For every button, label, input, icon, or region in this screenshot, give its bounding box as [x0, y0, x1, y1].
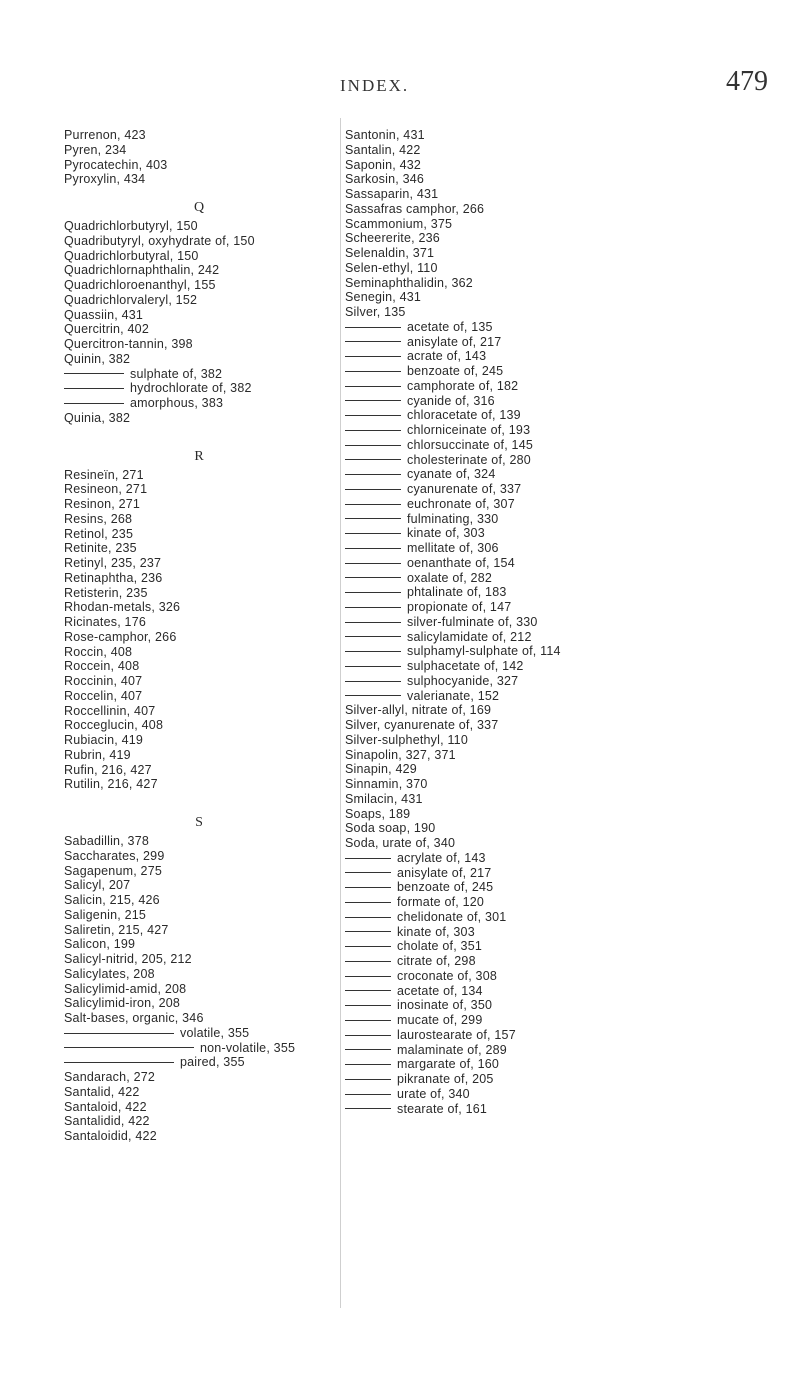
index-subentry [345, 379, 765, 394]
section-letter: S [195, 815, 203, 830]
subentry-text: hydrochlorate of, 382 [130, 381, 252, 396]
index-entry: Santalin, 422 [345, 142, 421, 157]
index-subentry [345, 954, 765, 969]
index-entry: Quadrichlornaphthalin, 242 [64, 263, 220, 278]
index-entry: Retinyl, 235, 237 [64, 556, 162, 570]
subentry-text: phtalinate of, 183 [407, 585, 507, 600]
index-entry: Soaps, 189 [345, 806, 411, 821]
index-subentry [64, 1041, 334, 1056]
subentry-text: non-volatile, 355 [200, 1040, 296, 1055]
ditto-dash [345, 976, 391, 977]
ditto-dash [345, 990, 391, 991]
index-entry: Saponin, 432 [345, 157, 422, 172]
subentry-text: camphorate of, 182 [407, 378, 519, 393]
subentry-text: mucate of, 299 [397, 1013, 483, 1027]
index-entry: Pyroxylin, 434 [64, 172, 146, 187]
index-entry: Rutilin, 216, 427 [64, 777, 158, 792]
index-subentry [345, 482, 765, 497]
subentry-text: pikranate of, 205 [397, 1072, 494, 1086]
index-entry: Purrenon, 423 [64, 128, 146, 142]
index-subentry [345, 1028, 765, 1043]
ditto-dash [345, 341, 401, 342]
subentry-text: sulphacetate of, 142 [407, 659, 524, 673]
index-entry: Retinol, 235 [64, 526, 134, 541]
index-entry: Rubiacin, 419 [64, 733, 144, 747]
subentry-text: acetate of, 135 [407, 319, 493, 334]
ditto-dash [345, 415, 401, 416]
index-subentry [345, 438, 765, 453]
index-entry: Sagapenum, 275 [64, 863, 163, 878]
index-entry: Selen-ethyl, 110 [345, 260, 438, 275]
index-entry: Sabadillin, 378 [64, 834, 150, 848]
ditto-dash [345, 356, 401, 357]
index-subentry [345, 423, 765, 438]
index-subentry [64, 396, 334, 411]
index-subentry [345, 630, 765, 645]
index-entry: Resineon, 271 [64, 482, 148, 497]
left-column [64, 128, 334, 1144]
index-subentry [345, 895, 765, 910]
ditto-dash [345, 1094, 391, 1095]
index-entry: Retisterin, 235 [64, 585, 148, 600]
ditto-dash [345, 681, 401, 682]
section-letter: R [194, 448, 204, 464]
index-subentry [345, 615, 765, 630]
subentry-text: stearate of, 161 [397, 1101, 488, 1116]
ditto-dash [345, 695, 401, 696]
subentry-text: margarate of, 160 [397, 1057, 500, 1072]
page-header [0, 62, 800, 102]
index-entry: Rubrin, 419 [64, 747, 131, 762]
index-entry: Santaloid, 422 [64, 1099, 147, 1114]
index-subentry [345, 1102, 765, 1117]
index-entry: Santalid, 422 [64, 1084, 140, 1099]
index-entry: Roccinin, 407 [64, 674, 143, 688]
subentry-text: anisylate of, 217 [407, 334, 502, 349]
ditto-dash [345, 504, 401, 505]
index-subentry [345, 984, 765, 999]
subentry-text: chloracetate of, 139 [407, 408, 521, 423]
ditto-dash [345, 1005, 391, 1006]
ditto-dash [345, 400, 401, 401]
index-entry: Santonin, 431 [345, 128, 425, 142]
index-entry: Salicyl, 207 [64, 878, 131, 893]
index-entry: Pyren, 234 [64, 142, 127, 157]
index-subentry [345, 910, 765, 925]
ditto-dash [345, 946, 391, 947]
index-subentry [345, 512, 765, 527]
index-entry: Saliretin, 215, 427 [64, 922, 169, 937]
ditto-dash [345, 961, 391, 962]
index-entry: Senegin, 431 [345, 290, 422, 305]
ditto-dash [345, 445, 401, 446]
index-entry: Quassiin, 431 [64, 307, 144, 322]
index-entry: Rufin, 216, 427 [64, 762, 152, 777]
index-subentry [345, 925, 765, 940]
ditto-dash [345, 917, 391, 918]
subentry-text: cyanate of, 324 [407, 467, 496, 482]
index-entry: Silver, cyanurenate of, 337 [345, 718, 499, 732]
ditto-dash [345, 1108, 391, 1109]
index-subentry [64, 381, 334, 396]
index-entry: Quadributyryl, oxyhydrate of, 150 [64, 233, 255, 248]
index-subentry [345, 453, 765, 468]
subentry-text: kinate of, 303 [397, 924, 475, 939]
ditto-dash [345, 577, 401, 578]
index-entry: Rose-camphor, 266 [64, 629, 177, 644]
ditto-dash [345, 872, 391, 873]
index-entry: Scheererite, 236 [345, 231, 440, 246]
ditto-dash [345, 489, 401, 490]
index-subentry [345, 349, 765, 364]
subentry-text: chelidonate of, 301 [397, 909, 507, 924]
subentry-text: kinate of, 303 [407, 526, 485, 541]
index-subentry [345, 674, 765, 689]
index-entry: Salicon, 199 [64, 937, 136, 952]
ditto-dash [345, 636, 401, 637]
subentry-text: malaminate of, 289 [397, 1042, 507, 1057]
ditto-dash [345, 533, 401, 534]
index-entry: Quinin, 382 [64, 351, 131, 366]
index-subentry [345, 364, 765, 379]
index-subentry [345, 1087, 765, 1102]
index-entry: Sassafras camphor, 266 [345, 201, 485, 216]
section-letter: Q [193, 200, 205, 215]
subentry-text: propionate of, 147 [407, 600, 512, 614]
ditto-dash [345, 563, 401, 564]
index-entry: Resinon, 271 [64, 497, 141, 511]
index-subentry [345, 408, 765, 423]
subentry-text: oenanthate of, 154 [407, 555, 515, 570]
index-entry: Resins, 268 [64, 511, 133, 526]
ditto-dash [345, 607, 401, 608]
subentry-text: acrylate of, 143 [397, 850, 486, 865]
index-entry: Salicylates, 208 [64, 966, 155, 981]
ditto-dash [345, 931, 391, 932]
right-column [345, 128, 765, 1116]
index-subentry [345, 526, 765, 541]
ditto-dash [345, 327, 401, 328]
index-subentry [345, 866, 765, 881]
index-entry: Salicin, 215, 426 [64, 893, 160, 907]
subentry-text: benzoate of, 245 [407, 364, 504, 378]
subentry-text: anisylate of, 217 [397, 865, 492, 880]
subentry-text: paired, 355 [180, 1055, 245, 1070]
index-entry: Quadrichlorbutyryl, 150 [64, 219, 198, 233]
index-subentry [345, 689, 765, 704]
index-subentry [345, 1043, 765, 1058]
running-title: INDEX. [340, 76, 410, 95]
column-divider [340, 118, 341, 1308]
subentry-text: chlorniceinate of, 193 [407, 423, 531, 437]
index-entry: Pyrocatechin, 403 [64, 157, 168, 172]
ditto-dash [345, 887, 391, 888]
ditto-dash [345, 1064, 391, 1065]
ditto-dash [64, 1062, 174, 1063]
index-entry: Sarkosin, 346 [345, 172, 425, 187]
subentry-text: sulphate of, 382 [130, 366, 223, 381]
index-entry: Quercitron-tannin, 398 [64, 337, 193, 351]
subentry-text: cyanide of, 316 [407, 393, 495, 408]
index-entry: Roccelin, 407 [64, 688, 143, 703]
index-entry: Quinia, 382 [64, 410, 131, 425]
index-entry: Soda soap, 190 [345, 821, 436, 836]
ditto-dash [345, 459, 401, 460]
subentry-text: cyanurenate of, 337 [407, 482, 522, 496]
index-entry: Salt-bases, organic, 346 [64, 1011, 204, 1025]
ditto-dash [345, 1020, 391, 1021]
index-subentry [345, 1057, 765, 1072]
index-entry: Salicylimid-amid, 208 [64, 981, 187, 996]
ditto-dash [345, 371, 401, 372]
subentry-text: mellitate of, 306 [407, 541, 499, 555]
ditto-dash [345, 651, 401, 652]
ditto-dash [345, 518, 401, 519]
index-subentry [345, 497, 765, 512]
index-entry: Scammonium, 375 [345, 216, 453, 231]
index-subentry [345, 659, 765, 674]
index-subentry [345, 600, 765, 615]
subentry-text: sulphocyanide, 327 [407, 673, 519, 688]
index-subentry [345, 556, 765, 571]
subentry-text: sulphamyl-sulphate of, 114 [407, 644, 561, 659]
index-entry: Salicyl-nitrid, 205, 212 [64, 952, 192, 966]
index-entry: Selenaldin, 371 [345, 246, 435, 260]
ditto-dash [345, 1049, 391, 1050]
ditto-dash [345, 858, 391, 859]
index-entry: Quercitrin, 402 [64, 322, 149, 337]
index-subentry [345, 585, 765, 600]
subentry-text: amorphous, 383 [130, 396, 224, 410]
index-entry: Sandarach, 272 [64, 1070, 156, 1084]
index-entry: Santaloidid, 422 [64, 1129, 157, 1143]
index-subentry [345, 1013, 765, 1028]
index-subentry [345, 467, 765, 482]
index-subentry [345, 1072, 765, 1087]
index-entry: Silver-allyl, nitrate of, 169 [345, 703, 492, 718]
subentry-text: cholesterinate of, 280 [407, 452, 531, 467]
index-entry: Quadrichlorbutyral, 150 [64, 248, 199, 263]
subentry-text: euchronate of, 307 [407, 496, 515, 511]
index-entry: Silver-sulphethyl, 110 [345, 732, 468, 747]
subentry-text: volatile, 355 [180, 1025, 250, 1040]
page-number: 479 [726, 66, 768, 97]
index-entry: Sinnamin, 370 [345, 777, 428, 791]
subentry-text: valerianate, 152 [407, 688, 500, 703]
ditto-dash [345, 622, 401, 623]
index-entry: Seminaphthalidin, 362 [345, 275, 473, 290]
subentry-text: laurostearate of, 157 [397, 1027, 516, 1042]
subentry-text: salicylamidate of, 212 [407, 629, 532, 644]
index-entry: Roccellinin, 407 [64, 703, 156, 718]
index-entry: Rocceglucin, 408 [64, 718, 164, 733]
ditto-dash [345, 592, 401, 593]
subentry-text: urate of, 340 [397, 1086, 470, 1101]
index-entry: Saccharates, 299 [64, 848, 165, 863]
index-subentry [345, 969, 765, 984]
subentry-text: citrate of, 298 [397, 954, 476, 968]
index-entry: Retinite, 235 [64, 541, 137, 556]
ditto-dash [345, 386, 401, 387]
subentry-text: acrate of, 143 [407, 349, 487, 364]
ditto-dash [64, 388, 124, 389]
index-entry: Sinapin, 429 [345, 762, 417, 777]
index-subentry [64, 367, 334, 382]
index-entry: Smilacin, 431 [345, 791, 423, 806]
index-entry: Salicylimid-iron, 208 [64, 996, 181, 1011]
index-entry: Retinaphtha, 236 [64, 570, 163, 585]
index-entry: Roccin, 408 [64, 644, 133, 659]
ditto-dash [64, 403, 124, 404]
index-entry: Quadrichloroenanthyl, 155 [64, 278, 216, 292]
index-subentry [64, 1026, 334, 1041]
index-entry: Saligenin, 215 [64, 907, 147, 922]
index-entry: Soda, urate of, 340 [345, 836, 456, 850]
ditto-dash [64, 1033, 174, 1034]
ditto-dash [64, 1047, 194, 1048]
subentry-text: chlorsuccinate of, 145 [407, 437, 534, 452]
ditto-dash [345, 666, 401, 667]
subentry-text: formate of, 120 [397, 895, 485, 909]
subentry-text: fulminating, 330 [407, 511, 499, 526]
subentry-text: cholate of, 351 [397, 939, 483, 954]
index-subentry [345, 541, 765, 556]
index-subentry [345, 571, 765, 586]
ditto-dash [345, 474, 401, 475]
ditto-dash [345, 902, 391, 903]
index-entry: Ricinates, 176 [64, 615, 147, 629]
index-entry: Quadrichlorvaleryl, 152 [64, 292, 198, 307]
index-entry: Sassaparin, 431 [345, 187, 439, 201]
index-entry: Santalidid, 422 [64, 1114, 150, 1129]
subentry-text: acetate of, 134 [397, 983, 483, 998]
index-entry: Resineïn, 271 [64, 467, 144, 482]
ditto-dash [64, 373, 124, 374]
index-entry: Silver, 135 [345, 305, 406, 319]
index-subentry [345, 644, 765, 659]
index-entry: Rhodan-metals, 326 [64, 600, 181, 615]
ditto-dash [345, 1079, 391, 1080]
index-subentry [345, 394, 765, 409]
subentry-text: silver-fulminate of, 330 [407, 614, 538, 629]
index-subentry [345, 320, 765, 335]
subentry-text: croconate of, 308 [397, 968, 497, 983]
index-entry: Sinapolin, 327, 371 [345, 747, 456, 762]
index-subentry [64, 1055, 334, 1070]
index-entry: Roccein, 408 [64, 659, 140, 674]
subentry-text: inosinate of, 350 [397, 998, 493, 1013]
index-subentry [345, 880, 765, 895]
subentry-text: benzoate of, 245 [397, 880, 494, 895]
index-subentry [345, 851, 765, 866]
ditto-dash [345, 430, 401, 431]
ditto-dash [345, 548, 401, 549]
index-subentry [345, 335, 765, 350]
index-subentry [345, 939, 765, 954]
index-subentry [345, 998, 765, 1013]
subentry-text: oxalate of, 282 [407, 570, 493, 585]
ditto-dash [345, 1035, 391, 1036]
